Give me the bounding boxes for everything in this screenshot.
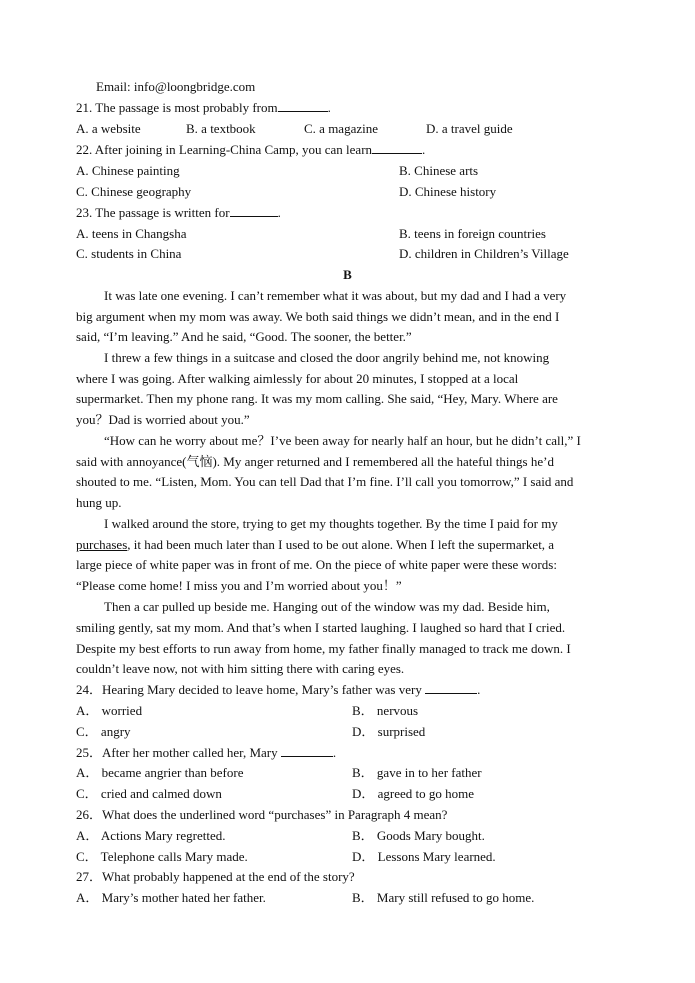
passage-p4-line1: I walked around the store, trying to get my thoughts together. By the time I paid for my [104, 516, 558, 531]
passage-p2-line4: you？Dad is worried about you.” [76, 412, 250, 427]
q26-option-b: B． Goods Mary bought. [352, 828, 485, 843]
q27-option-a: A． Mary’s mother hated her father. [76, 890, 266, 905]
passage-p2-line1: I threw a few things in a suitcase and closed the door angrily behind me, not knowing [104, 350, 550, 365]
passage-p5-line2: smiling gently, sat my mom. And that’s when I started laughing. I laughed so hard that I cried. [76, 620, 566, 635]
question-22-stem: 22. After joining in Learning-China Camp, you can learn [76, 142, 373, 157]
question-21-stem: 21. The passage is most probably from [76, 100, 278, 115]
question-24-end: . [477, 682, 481, 697]
question-22 [76, 141, 425, 158]
q23-option-d: D. children in Children’s Village [399, 246, 569, 261]
q23-option-b: B. teens in foreign countries [399, 226, 546, 241]
q26-option-a: A． Actions Mary regretted. [76, 828, 226, 843]
question-23-end: . [277, 205, 281, 220]
q22-option-d: D. Chinese history [399, 184, 497, 199]
underlined-word-purchases: purchases [76, 537, 128, 552]
passage-p1-line1: It was late one evening. I can’t remember what it was about, but my dad and I had a very [104, 288, 567, 303]
question-25-end: . [332, 745, 337, 760]
passage-p2-line3: supermarket. Then my phone rang. It was my mom calling. She said, “Hey, Mary. Where are [76, 391, 558, 406]
q26-option-d: D． Lessons Mary learned. [352, 849, 496, 864]
question-25-stem: 25．After her mother called her, Mary [76, 745, 278, 760]
q22-option-a: A. Chinese painting [76, 163, 180, 178]
q22-option-b: B. Chinese arts [399, 163, 479, 178]
passage-p3-line4: hung up. [76, 495, 122, 510]
q24-option-c: C． angry [76, 724, 131, 739]
q26-option-c: C． Telephone calls Mary made. [76, 849, 248, 864]
email-line: Email: info@loongbridge.com [96, 79, 256, 94]
q24-option-d: D． surprised [352, 724, 426, 739]
passage-p1-line3: said, “I’m leaving.” And he said, “Good. The sooner, the better.” [76, 329, 412, 344]
q21-option-c: C. a magazine [304, 121, 378, 136]
q25-option-b: B． gave in to her father [352, 765, 482, 780]
passage-p4-line4: “Please come home! I miss you and I’m worried about you！” [76, 578, 402, 593]
q25-option-c: C． cried and calmed down [76, 786, 222, 801]
q21-option-a: A. a website [76, 121, 141, 136]
answer-blank [230, 204, 278, 217]
passage-p5-line4: couldn’t leave now, not with him sitting there with caring eyes. [76, 661, 405, 676]
answer-blank [425, 681, 477, 694]
question-27: 27．What probably happened at the end of the story? [76, 869, 355, 884]
passage-p2-line2: where I was going. After walking aimlessly for about 20 minutes, I stopped at a local [76, 371, 519, 386]
question-24-stem: 24．Hearing Mary decided to leave home, Mary’s father was very [76, 682, 422, 697]
passage-p5-line3: Despite my best efforts to run away from home, my father finally managed to track me down. I [76, 641, 571, 656]
passage-p1-line2: big argument when my mom was away. We both said things we didn’t mean, and in the end I [76, 309, 560, 324]
question-25 [76, 744, 336, 761]
question-21 [76, 99, 331, 116]
passage-p4-line2-rest: , it had been much later than I used to be out alone. When I left the supermarket, a [127, 537, 555, 552]
passage-p3-line3: shouted to me. “Listen, Mom. You can tell Dad that I’m fine. I’ll call you tomorrow,” I said and [76, 474, 574, 489]
q22-option-c: C. Chinese geography [76, 184, 192, 199]
q24-option-a: A． worried [76, 703, 143, 718]
question-22-end: . [422, 142, 426, 157]
question-21-end: . [327, 100, 331, 115]
question-23 [76, 204, 281, 221]
q21-option-b: B. a textbook [186, 121, 256, 136]
answer-blank [372, 141, 422, 154]
q23-option-c: C. students in China [76, 246, 182, 261]
passage-p3-line1: “How can he worry about me？I’ve been away for nearly half an hour, but he didn’t call,” I [104, 433, 581, 448]
section-b-heading: B [343, 267, 352, 282]
answer-blank [278, 99, 328, 112]
question-23-stem: 23. The passage is written for [76, 205, 230, 220]
passage-p4-line3: large piece of white paper was in front of me. On the piece of white paper were these words: [76, 557, 557, 572]
question-26: 26．What does the underlined word “purchases” in Paragraph 4 mean? [76, 807, 448, 822]
q23-option-a: A. teens in Changsha [76, 226, 187, 241]
question-24 [76, 681, 480, 698]
q25-option-d: D． agreed to go home [352, 786, 475, 801]
answer-blank [281, 744, 333, 757]
passage-p3-line2: said with annoyance(气恼). My anger returned and I remembered all the hateful things he’d [76, 454, 554, 469]
passage-p5-line1: Then a car pulled up beside me. Hanging out of the window was my dad. Beside him, [104, 599, 550, 614]
q24-option-b: B． nervous [352, 703, 419, 718]
passage-p4-line2 [76, 536, 554, 553]
q25-option-a: A． became angrier than before [76, 765, 244, 780]
q27-option-b: B． Mary still refused to go home. [352, 890, 535, 905]
q21-option-d: D. a travel guide [426, 121, 513, 136]
